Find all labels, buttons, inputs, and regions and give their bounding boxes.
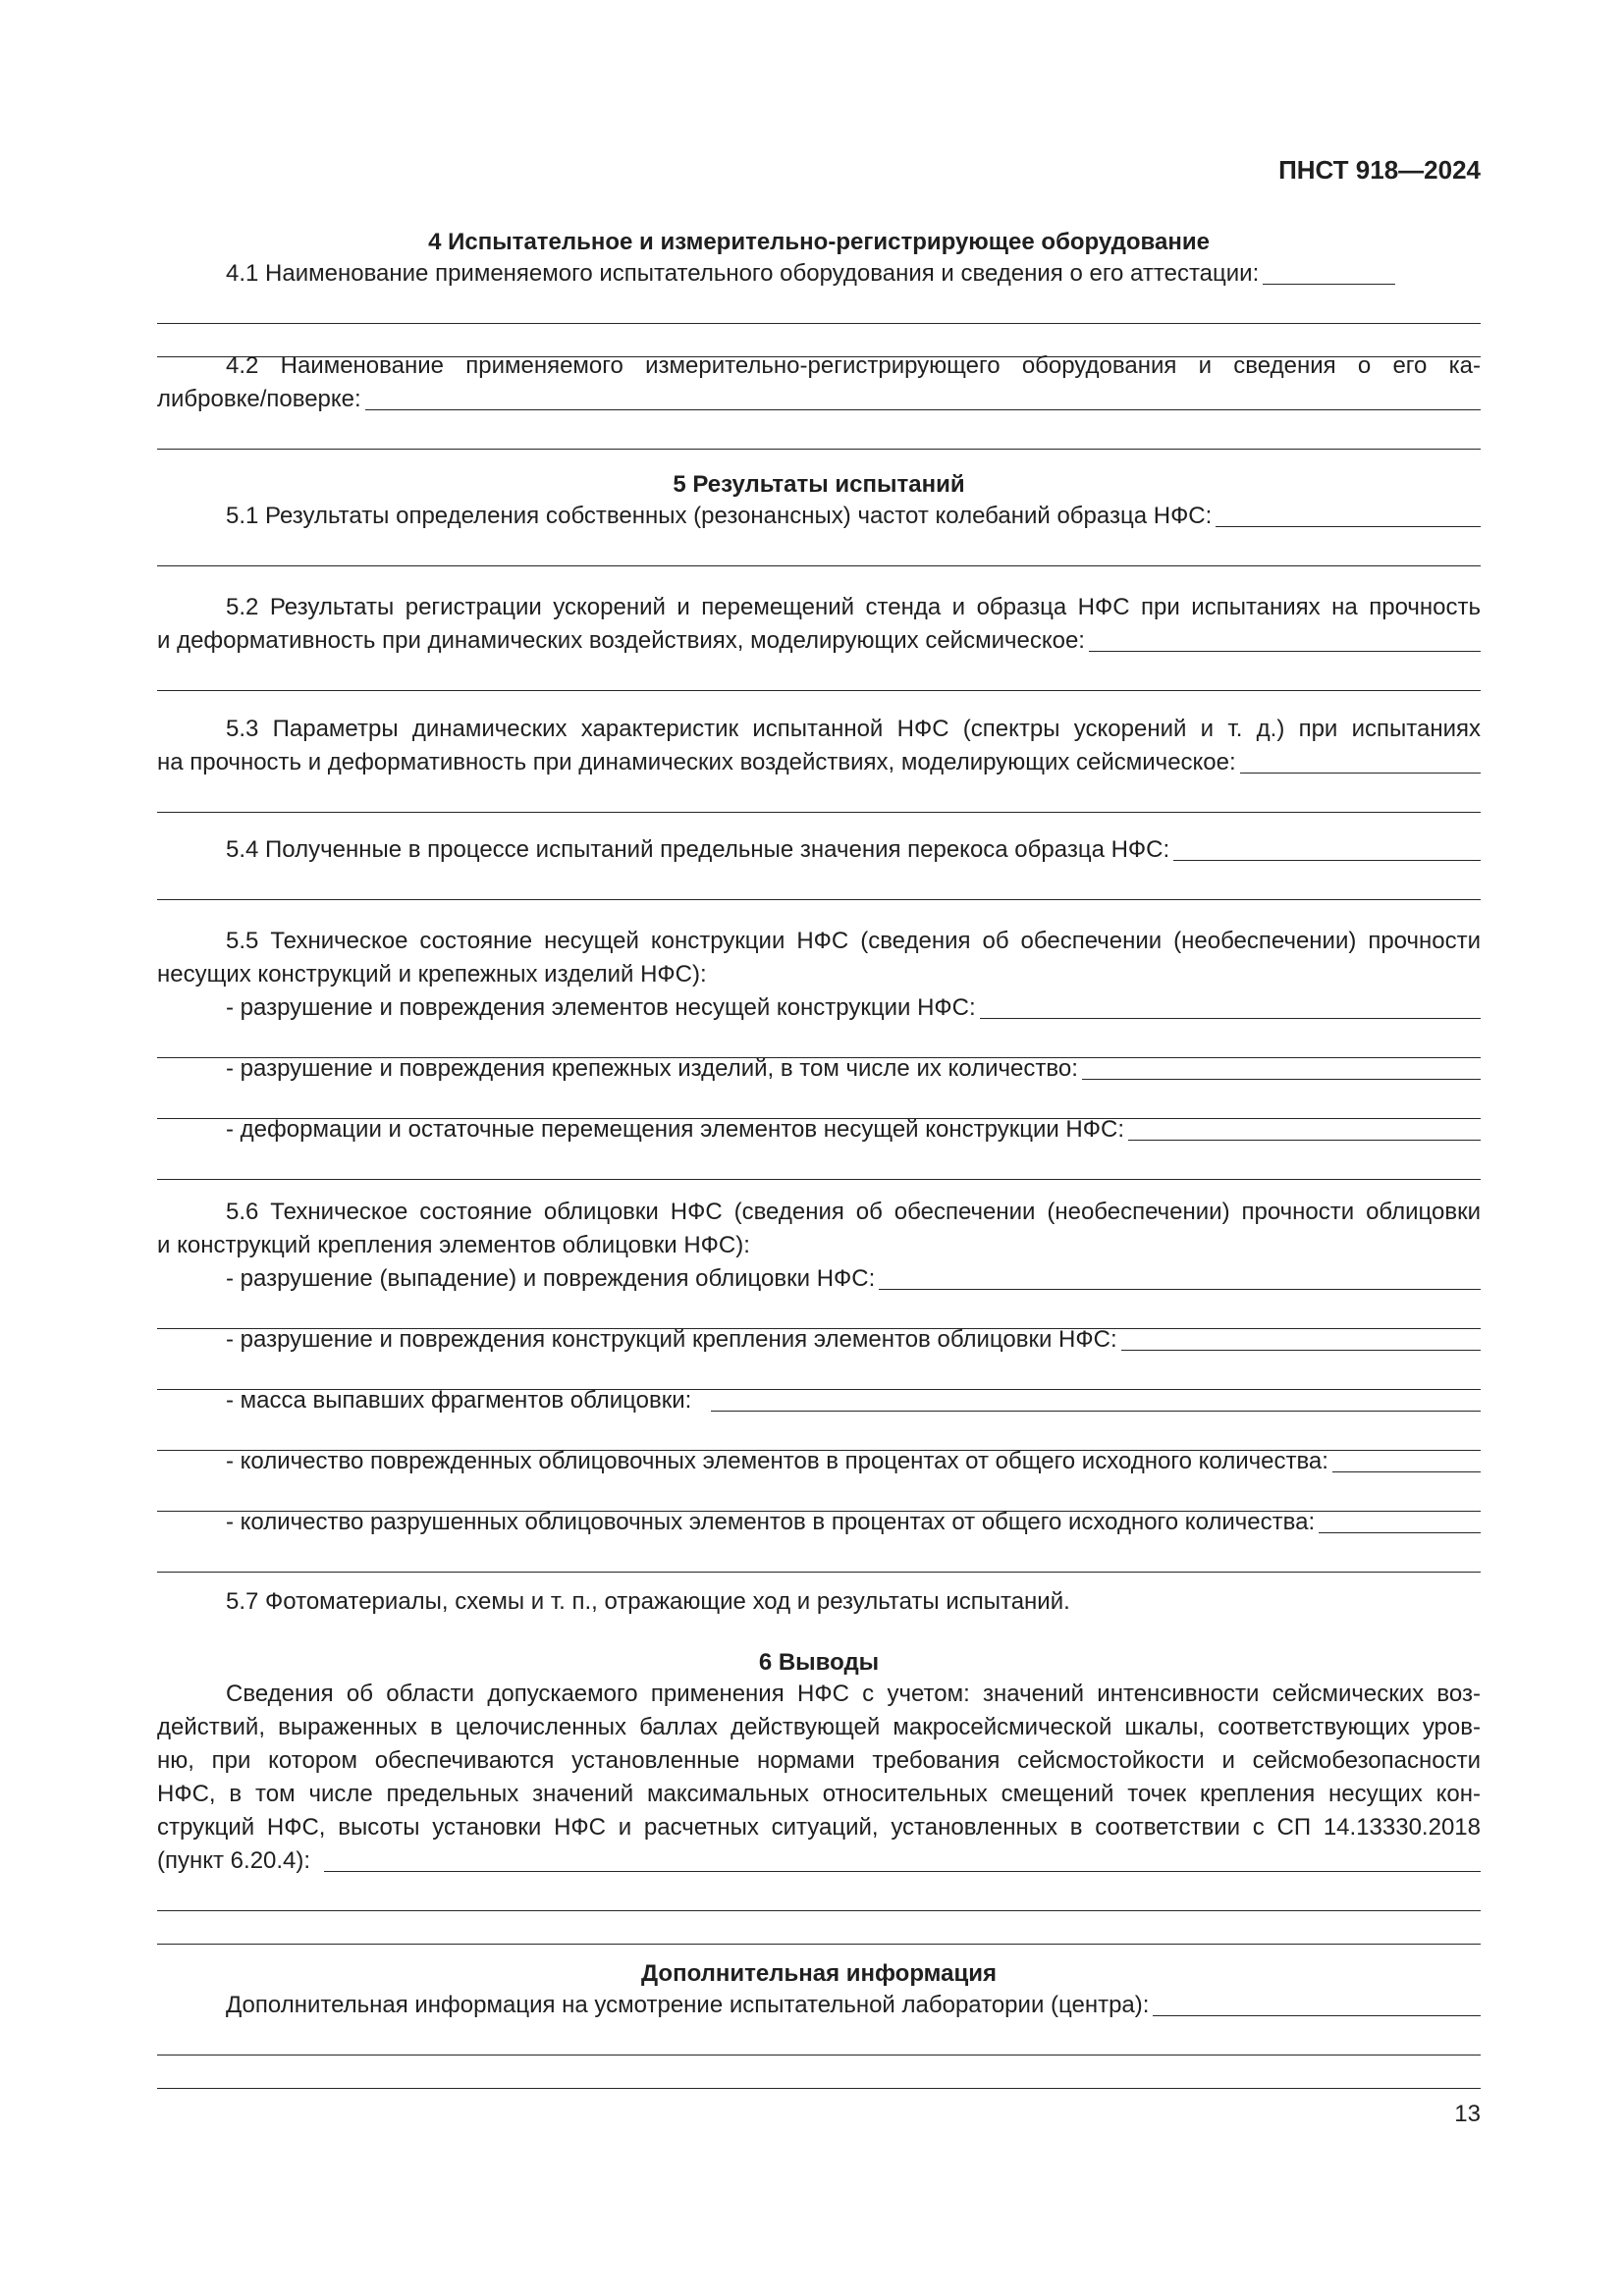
section-5-2 [157,591,1481,691]
answer-line[interactable] [1153,2014,1481,2016]
item-4-1-text: 4.1 Наименование применяемого испытательного оборудования и сведения о его аттестации: [226,260,1260,287]
answer-line[interactable] [365,408,1481,410]
item-5-6-text-a: 5.6 Техническое состояние облицовки НФС (сведения об обеспечении (необеспечении) прочности облицовки [226,1199,1481,1225]
item-5-5-text-b: несущих конструкций и крепежных изделий НФС): [157,961,707,988]
section-5-title: 5 Результаты испытаний [673,471,965,498]
answer-line[interactable] [157,1911,1481,1945]
answer-line[interactable] [711,1410,1481,1412]
section-6-body [157,1678,1481,1945]
item-4-2-text-a: 4.2 Наименование применяемого измерительно-регистрирующего оборудования и сведения о его ка- [226,352,1481,379]
answer-line[interactable] [157,1878,1481,1911]
answer-line[interactable] [157,2056,1481,2089]
document-id: ПНСТ 918—2024 [1278,155,1481,185]
conclusions-line-1: Сведения об области допускаемого применения НФС с учетом: значений интенсивности сейсмических воз- [226,1681,1481,1707]
answer-line[interactable] [1082,1078,1481,1080]
conclusions-line-5: струкций НФС, высоты установки НФС и расчетных ситуаций, установленных в соответствии с СП 14.13330.2018 [157,1814,1481,1841]
item-5-6-text-b: и конструкций крепления элементов облицовки НФС): [157,1232,750,1258]
item-5-1-text: 5.1 Результаты определения собственных (резонансных) частот колебаний образца НФС: [226,503,1213,529]
answer-line[interactable] [1332,1470,1481,1472]
section-5-6 [157,1196,1481,1573]
item-5-5-text-a: 5.5 Техническое состояние несущей конструкции НФС (сведения об обеспечении (необеспечении) прочности [226,928,1481,954]
answer-line[interactable] [1263,283,1395,285]
item-5-3-text-a: 5.3 Параметры динамических характеристик испытанной НФС (спектры ускорений и т. д.) при испытаниях [226,716,1481,742]
section-4-1 [157,257,1481,357]
conclusions-line-3: ню, при котором обеспечиваются установленные нормами требования сейсмостойкости и сейсмобезопасности [157,1747,1481,1774]
answer-line[interactable] [157,1147,1481,1180]
section-6-title: 6 Выводы [758,1649,880,1676]
answer-line[interactable] [157,779,1481,813]
answer-line[interactable] [157,2022,1481,2056]
item-5-4-text: 5.4 Полученные в процессе испытаний предельные значения перекоса образца НФС: [226,836,1170,863]
item-5-5-bullet-1: - разрушение и повреждения элементов несущей конструкции НФС: [226,994,976,1021]
item-5-6-bullet-3: - масса выпавших фрагментов облицовки: [226,1387,692,1414]
answer-line[interactable] [157,867,1481,900]
item-5-6-bullet-5: - количество разрушенных облицовочных элементов в процентах от общего исходного количества: [226,1509,1316,1535]
section-5-5 [157,925,1481,1180]
answer-line[interactable] [1319,1531,1481,1533]
item-5-7-text: 5.7 Фотоматериалы, схемы и т. п., отражающие ход и результаты испытаний. [226,1588,1070,1615]
item-5-5-bullet-2: - разрушение и повреждения крепежных изделий, в том числе их количество: [226,1055,1078,1082]
answer-line[interactable] [157,533,1481,566]
answer-line[interactable] [157,1539,1481,1573]
item-5-5-bullet-3: - деформации и остаточные перемещения элементов несущей конструкции НФС: [226,1116,1124,1143]
answer-line[interactable] [157,291,1481,324]
answer-line[interactable] [1089,650,1481,652]
section-5-7 [157,1585,1481,1619]
answer-line[interactable] [1128,1139,1481,1141]
answer-line[interactable] [980,1017,1481,1019]
additional-info-body [157,1989,1481,2089]
answer-line[interactable] [1240,772,1481,774]
section-5-1 [157,500,1481,566]
item-4-2-text-b: либровке/поверке: [157,386,361,412]
additional-info-title: Дополнительная информация [641,1960,997,1987]
item-5-2-text-a: 5.2 Результаты регистрации ускорений и перемещений стенда и образца НФС при испытаниях на прочность [226,594,1481,620]
section-5-4 [157,833,1481,900]
conclusions-line-2: действий, выраженных в целочисленных баллах действующей макросейсмической шкалы, соответствующих уров- [157,1714,1481,1740]
answer-line[interactable] [879,1288,1481,1290]
page-number: 13 [1454,2101,1481,2127]
section-4-2 [157,349,1481,450]
additional-info-text: Дополнительная информация на усмотрение испытательной лаборатории (центра): [226,1992,1150,2018]
conclusions-line-6: (пункт 6.20.4): [157,1847,311,1874]
section-4-title: 4 Испытательное и измерительно-регистрирующее оборудование [428,229,1210,255]
item-5-2-text-b: и деформативность при динамических воздействиях, моделирующих сейсмическое: [157,627,1085,654]
answer-line[interactable] [324,1870,1481,1872]
item-5-3-text-b: на прочность и деформативность при динамических воздействиях, моделирующих сейсмическое: [157,749,1236,775]
answer-line[interactable] [1173,859,1481,861]
answer-line[interactable] [157,658,1481,691]
answer-line[interactable] [157,416,1481,450]
conclusions-line-4: НФС, в том числе предельных значений максимальных относительных смещений точек крепления несущих кон- [157,1781,1481,1807]
item-5-6-bullet-2: - разрушение и повреждения конструкций крепления элементов облицовки НФС: [226,1326,1117,1353]
item-5-6-bullet-4: - количество поврежденных облицовочных элементов в процентах от общего исходного количества: [226,1448,1328,1474]
answer-line[interactable] [1121,1349,1481,1351]
answer-line[interactable] [1216,525,1481,527]
section-5-3 [157,713,1481,813]
item-5-6-bullet-1: - разрушение (выпадение) и повреждения облицовки НФС: [226,1265,876,1292]
